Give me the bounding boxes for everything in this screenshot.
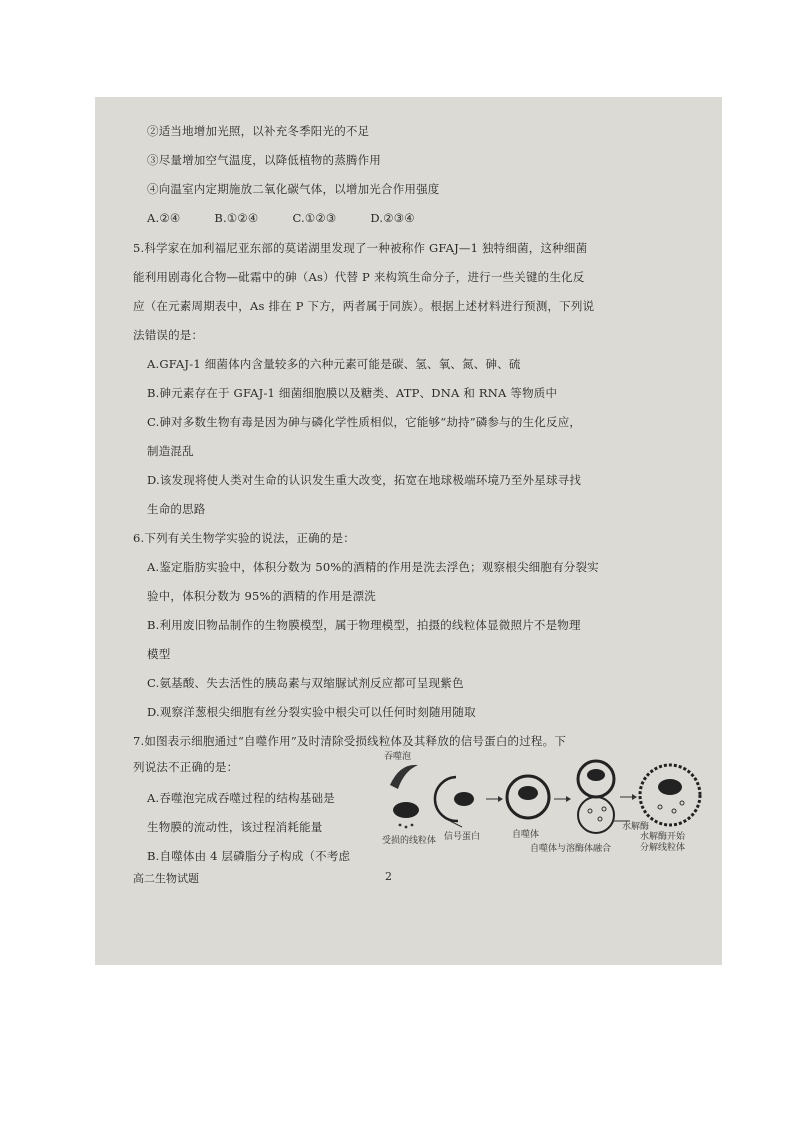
label-degrade-2: 分解线粒体 xyxy=(640,843,686,853)
label-hydrolase: 水解酶 xyxy=(622,822,650,832)
autophagy-diagram xyxy=(378,749,708,854)
q5-option-d-2: 生命的思路 xyxy=(147,502,206,516)
q7-option-a-2: 生物膜的流动性，该过程消耗能量 xyxy=(147,820,323,834)
q6-stem: 6.下列有关生物学实验的说法，正确的是： xyxy=(133,531,355,545)
page-number: 2 xyxy=(385,870,392,883)
q7-stem-1: 7.如图表示细胞通过“自噬作用”及时清除受损线粒体及其释放的信号蛋白的过程。下 xyxy=(133,734,567,748)
q4-choices xyxy=(147,210,449,226)
q5-option-d-1: D.该发现将使人类对生命的认识发生重大改变，拓宽在地球极端环境乃至外星球寻找 xyxy=(147,473,582,487)
q7-option-b: B.自噬体由 4 层磷脂分子构成（不考虑 xyxy=(147,849,351,863)
q5-stem-4: 法错误的是： xyxy=(133,328,204,342)
q6-option-c: C.氨基酸、失去活性的胰岛素与双缩脲试剂反应都可呈现紫色 xyxy=(147,676,464,690)
choice-d: D.②③④ xyxy=(370,211,415,225)
lysosome-shape xyxy=(578,797,614,833)
q7-stem-2: 列说法不正确的是： xyxy=(133,760,239,774)
q5-option-c-2: 制造混乱 xyxy=(147,444,194,458)
label-damaged-mito: 受损的线粒体 xyxy=(382,836,437,846)
q5-option-a: A.GFAJ-1 细菌体内含量较多的六种元素可能是碳、氢、氧、氮、砷、硫 xyxy=(147,357,521,371)
option-4-text: ④向温室内定期施放二氧化碳气体，以增加光合作用强度 xyxy=(147,182,440,196)
q6-option-a-1: A.鉴定脂肪实验中，体积分数为 50%的酒精的作用是洗去浮色；观察根尖细胞有分裂实 xyxy=(147,560,599,574)
label-fusion: 自噬体与溶酶体融合 xyxy=(530,844,612,854)
q6-option-a-2: 验中，体积分数为 95%的酒精的作用是漂洗 xyxy=(147,589,376,603)
q5-stem-1: 5.科学家在加利福尼亚东部的莫诺湖里发现了一种被称作 GFAJ—1 独特细菌，这种细菌 xyxy=(133,241,588,255)
q7-option-a-1: A.吞噬泡完成吞噬过程的结构基础是 xyxy=(147,791,335,805)
choice-c: C.①②③ xyxy=(292,211,337,225)
damaged-mitochondrion-shape xyxy=(393,802,419,818)
option-2-text: ②适当地增加光照，以补充冬季阳光的不足 xyxy=(147,124,370,138)
q6-option-b-2: 模型 xyxy=(147,647,171,661)
q5-stem-2: 能利用剧毒化合物—砒霜中的砷（As）代替 P 来构筑生命分子，进行一些关键的生化反 xyxy=(133,270,585,284)
q6-option-b-1: B.利用废旧物品制作的生物膜模型，属于物理模型，拍摄的线粒体显微照片不是物理 xyxy=(147,618,581,632)
label-degrade-1: 水解酶开始 xyxy=(640,832,686,842)
label-phagophore: 吞噬泡 xyxy=(384,752,412,762)
q5-option-b: B.砷元素存在于 GFAJ-1 细菌细胞膜以及糖类、ATP、DNA 和 RNA 等物质中 xyxy=(147,386,558,400)
option-3-text: ③尽量增加空气温度，以降低植物的蒸腾作用 xyxy=(147,153,381,167)
phagophore-shape xyxy=(390,765,418,789)
footer-title: 高二生物试题 xyxy=(133,872,199,885)
q5-option-c-1: C.砷对多数生物有毒是因为砷与磷化学性质相似，它能够“劫持”磷参与的生化反应， xyxy=(147,415,582,429)
choice-a: A.②④ xyxy=(147,211,181,225)
label-autophagosome: 自噬体 xyxy=(512,830,540,840)
q5-stem-3: 应（在元素周期表中，As 排在 P 下方，两者属于同族）。根据上述材料进行预测，下列说 xyxy=(133,299,595,313)
exam-page xyxy=(95,97,722,965)
choice-b: B.①②④ xyxy=(214,211,259,225)
engulfed-mitochondrion xyxy=(454,792,474,806)
q6-option-d: D.观察洋葱根尖细胞有丝分裂实验中根尖可以任何时刻随用随取 xyxy=(147,705,476,719)
label-signal-protein: 信号蛋白 xyxy=(444,832,481,842)
